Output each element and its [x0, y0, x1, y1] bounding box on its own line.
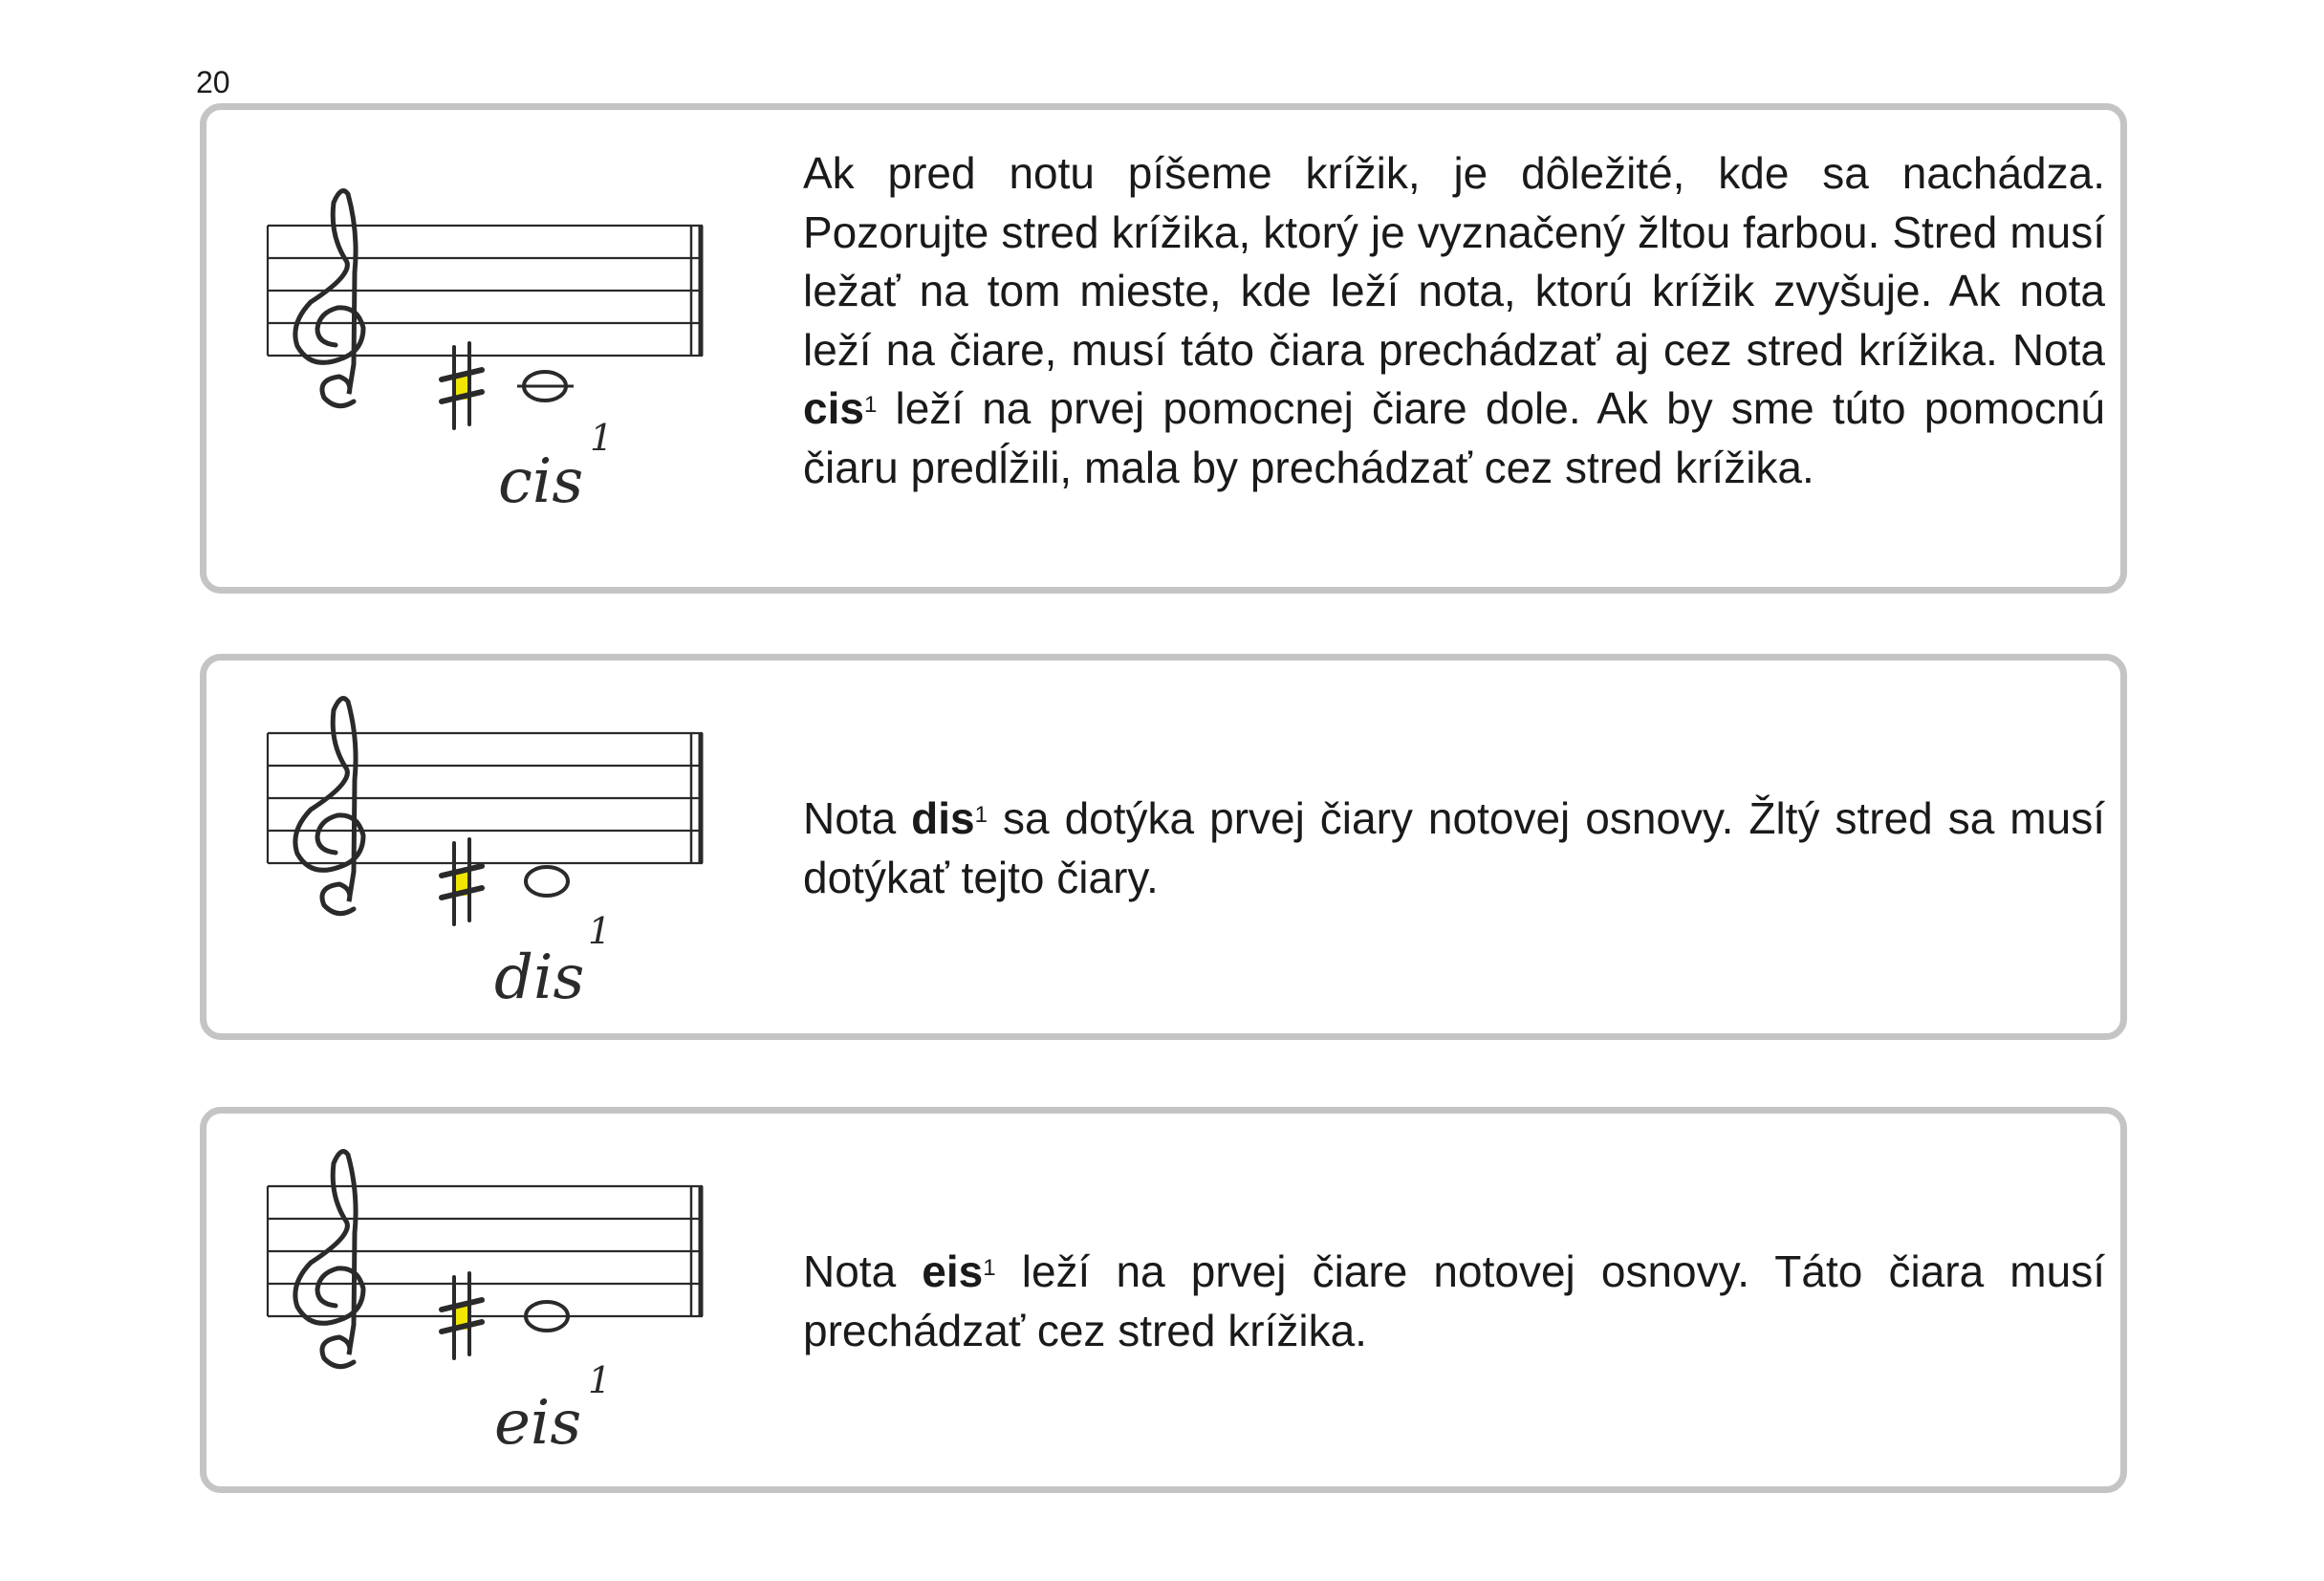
- note-label-sup: 1: [588, 1359, 612, 1401]
- music-staff-dis: [263, 661, 741, 1047]
- music-staff-cis: [263, 110, 741, 600]
- note-label-cis: cis: [498, 446, 584, 517]
- note-label-eis: eis: [494, 1388, 582, 1459]
- music-staff-eis: [263, 1114, 741, 1500]
- note-name-bold: eis: [922, 1246, 984, 1296]
- paragraph-text: leží na prvej pomocnej čiare dole. Ak by sme túto pomocnú čiaru predĺžili, mala by prechádzať cez stred krížika.: [803, 383, 2105, 492]
- note-name-bold: cis: [803, 383, 864, 433]
- paragraph-text: Nota: [803, 1246, 923, 1296]
- note-head: [526, 867, 568, 896]
- paragraph-text: leží na prvej čiare notovej osnovy. Táto čiara musí prechádzať cez stred krížika.: [803, 1246, 2105, 1355]
- card-eis: [200, 1107, 2127, 1493]
- paragraph-dis: [803, 790, 2105, 907]
- octave-superscript: 1: [863, 392, 878, 418]
- sharp-sign-icon: [442, 839, 482, 924]
- card-dis: [200, 654, 2127, 1040]
- treble-clef-icon: [295, 699, 363, 914]
- note-label-sup: 1: [590, 417, 614, 459]
- paragraph-text: sa dotýka prvej čiary notovej osnovy. Žltý stred sa musí dotýkať tejto čiary.: [803, 793, 2105, 902]
- paragraph-eis: [803, 1243, 2105, 1360]
- card-cis: [200, 103, 2127, 594]
- staff-figure-cis: [263, 110, 741, 587]
- page-number: 20: [196, 65, 230, 99]
- paragraph-text: Nota: [803, 793, 912, 843]
- staff-figure-dis: [263, 661, 741, 1033]
- paragraph-cis: [803, 144, 2105, 497]
- note-name-bold: dis: [911, 793, 975, 843]
- note-label-sup: 1: [588, 910, 612, 952]
- note-label-dis: dis: [494, 942, 585, 1013]
- octave-superscript: 1: [983, 1255, 996, 1281]
- octave-superscript: 1: [974, 802, 988, 828]
- treble-clef-icon: [295, 191, 363, 406]
- treble-clef-icon: [295, 1152, 363, 1367]
- staff-figure-eis: [263, 1114, 741, 1486]
- paragraph-text: Ak pred notu píšeme krížik, je dôležité, kde sa nachádza. Pozorujte stred krížika, ktorý je vyznačený žltou farbou. Stred musí ležať na tom mieste, kde leží nota, ktorú krížik zvyšuje. Ak nota leží na čiare, musí táto čiara prechádzať aj cez stred krížika. Nota: [803, 148, 2105, 375]
